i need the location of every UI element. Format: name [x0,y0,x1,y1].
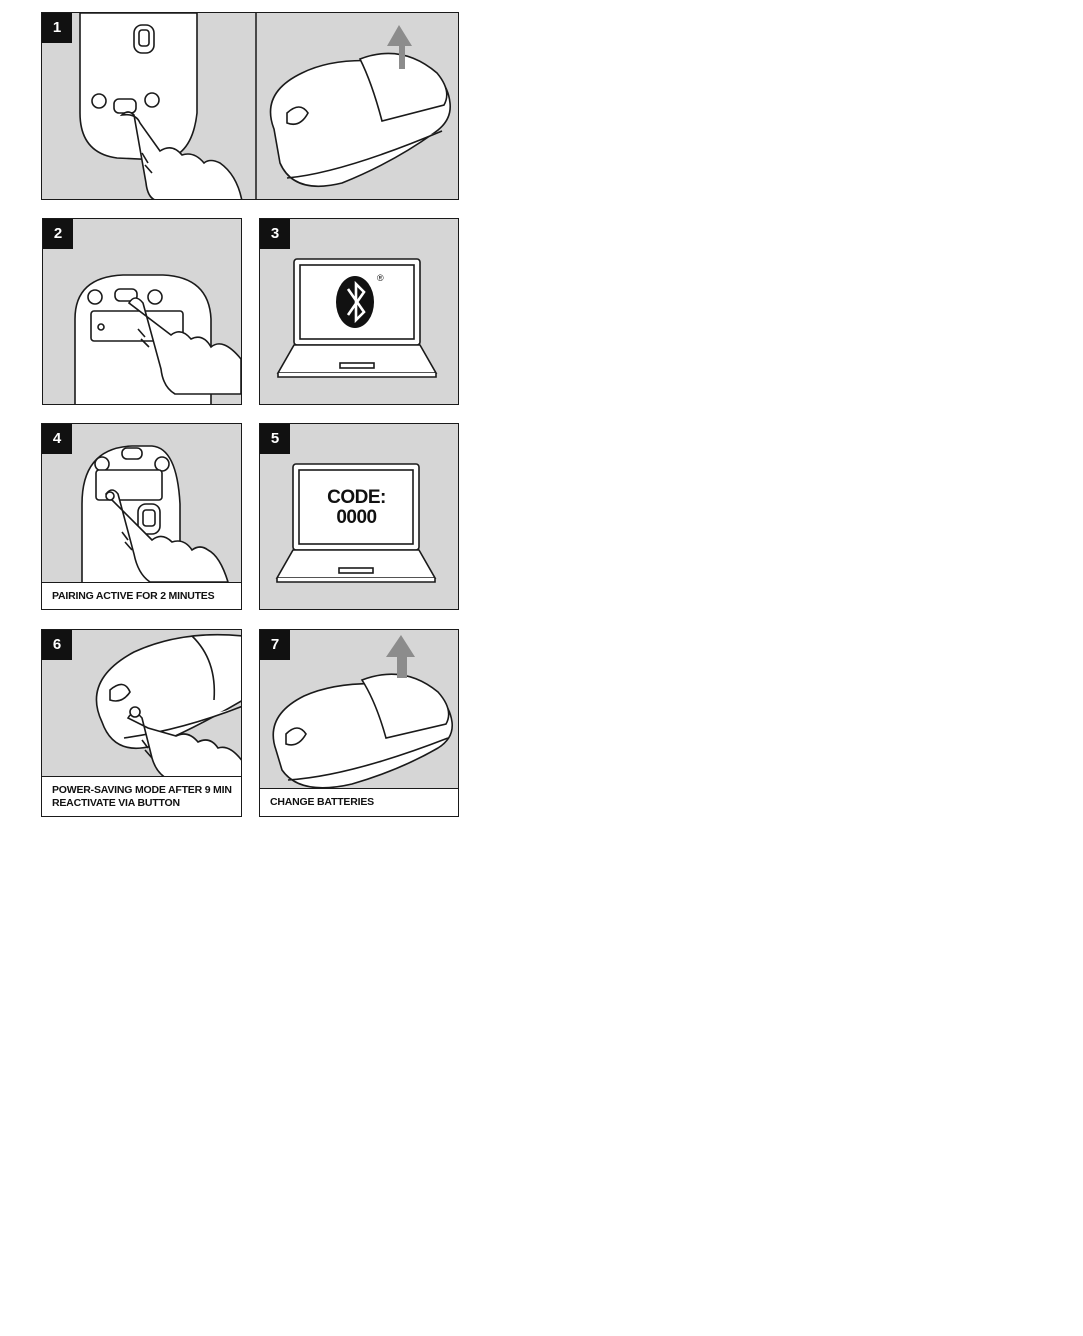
step-4-panel [41,423,242,583]
up-arrow-icon [386,635,415,678]
step-3-number: 3 [260,219,290,249]
step-2-panel [42,218,242,405]
bluetooth-icon [336,276,374,328]
step-7-number: 7 [260,630,290,660]
step-1-panel [41,12,459,200]
step-7-caption-text: CHANGE BATTERIES [270,796,374,808]
step-5-panel [259,423,459,610]
step-4-number: 4 [42,424,72,454]
pairing-button-illustration [42,424,242,583]
step-6-caption [41,776,242,817]
step-5-number: 5 [260,424,290,454]
step-4-caption [41,582,242,610]
mouse-underside-press-illustration [42,13,459,200]
code-value: 0000 [336,507,377,528]
step-3-panel [259,218,459,405]
step-7-caption [259,788,459,817]
step-6-caption-line-2: REACTIVATE VIA BUTTON [52,796,180,809]
step-4-caption-text: PAIRING ACTIVE FOR 2 MINUTES [52,589,215,602]
mouse-reactivate-illustration [42,630,242,777]
step-6-caption-line-1: POWER-SAVING MODE AFTER 9 MIN [52,783,232,796]
step-1-number: 1 [42,13,72,43]
pairing-code-screen [300,488,413,528]
step-7-panel [259,629,459,789]
registered-mark: ® [377,273,384,283]
step-6-number: 6 [42,630,72,660]
step-6-panel [41,629,242,777]
code-label: CODE: [327,487,386,508]
step-2-number: 2 [43,219,73,249]
mouse-cover-illustration [271,53,451,186]
